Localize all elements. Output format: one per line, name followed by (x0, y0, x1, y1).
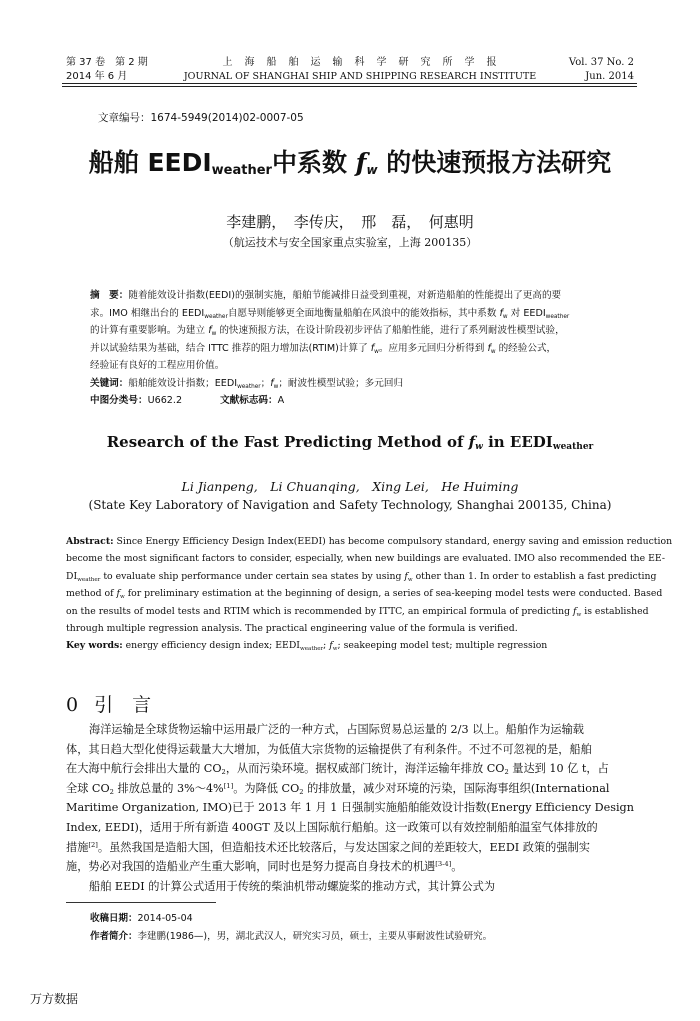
abstract-cn: 摘 要：随着能效设计指数(EEDI)的强制实施，船舶节能减排日益受到重视，对新造船舶的性能提出了更高的要 求。IMO 相继出台的 $EEDI_{weather}$自愿导则能够更全面地衡量船舶在风浪中的能效指标，其中系数 $f_w$ 对 $EEDI_{weather}$ 的计算有重要影响。为建立 $f_w$ 的快速预报方法，在设计阶段初步评估了船舶性能，进行了系列耐波性模型试验， 并以试验结果为基础，结合 ITTC 推荐的阻力增加法(RTIM)计算了 $f_w$。应用多元回归分析得到 $f_w$ 的经验公式， 经验证有良好的工程应用价值。 关键词：船舶能效设计指数；$EEDI_{weather}$；$f_w$；耐波性模型试验；多元回归 中图分类号：U662.2 文献标志码：A (90, 290, 570, 406)
body-text: 海洋运输是全球货物运输中运用最广泛的一种方式，占国际贸易总运量的 2/3 以上。船舶作为运输载 体，其日趋大型化使得运载量大大增加，为低值大宗货物的运输提供了有利条件。不过不可忽视的是，船舶 在大海中航行会排出大量的 $CO_2$，从而污染环境。据权威部门统计，海洋运输年排放 $CO_2$ 量达到 10 亿 t，占 全球 $CO_2$ 排放总量的 3%～4%[1]。为降低 $CO_2$ 的排放量，减少对环境的污染，国际海事组织(International Maritime Organization, IMO)已于 2013 年 1 月 1 日强制实施船舶能效设计指数(Energy Efficiency Design Index, EEDI)，适用于所有新造 400GT 及以上国际航行船舶。这一政策可以有效控制船舶温室气体排放的 措施[2]。虽然我国是造船大国，但造船技术还比较落后，与发达国家之间的差距较大，EEDI 政策的强制实 施，势必对我国的造船业产生重大影响，同时也是努力提高自身技术的机遇[3-4]。 船舶 EEDI 的计算公式适用于传统的柴油机带动螺旋桨的推动方式，其计算公式为 (66, 723, 634, 893)
affiliation-en: (State Key Laboratory of Navigation and Safety Technology, Shanghai 200135, China) (88, 498, 612, 512)
date-en: Jun. 2014 (585, 71, 634, 82)
journal-title-cn: 上 海 船 舶 运 输 科 学 研 究 所 学 报 (222, 57, 498, 68)
journal-title-en: JOURNAL OF SHANGHAI SHIP AND SHIPPING RESEARCH INSTITUTE (183, 71, 537, 82)
footnotes: 收稿日期：2014-05-04 作者简介：李建鹏(1986—)，男，湖北武汉人，研究实习员，硕士，主要从事耐波性试验研究。 (90, 913, 493, 942)
abstract-en: Abstract: Since Energy Efficiency Design Index(EEDI) has become compulsory standard, energy saving and emission reduction become the most significant factors to consider, especially, when new buildings are evaluated. IMO also recommended the EE- $DI_{weather}$ to evaluate ship performance under certain sea states by using $f_w$ other than 1. In order to establish a fast predicting method of $f_w$ for preliminary estimation at the beginning of design, a series of sea-keeping model tests were conducted. Based on the results of model tests and RTIM which is recommended by ITTC, an empirical formula of predicting $f_w$ is established through multiple regression analysis. The practical engineering value of the formula is verified. Key words: energy efficiency design index; $EEDI_{weather}$; $f_w$; seakeeping model test; multiple regression (66, 536, 673, 653)
header-rule (62, 83, 637, 84)
title-en: Research of the Fast Predicting Method of $f_w$ in $EEDI_{weather}$ (106, 433, 594, 452)
article-number: 文章编号：1674-5949(2014)02-0007-05 (98, 112, 304, 124)
title-cn: 船舶 $EEDI_{weather}$中系数 $f_w$ 的快速预报方法研究 (88, 148, 612, 178)
footnote-rule (66, 902, 216, 903)
volume-issue-cn: 第 37 卷 第 2 期 (66, 57, 148, 68)
authors-cn: 李建鹏， 李传庆， 邢 磊， 何惠明 (226, 213, 474, 231)
section-heading: 0 引 言 (66, 694, 152, 716)
authors-en: Li Jianpeng, Li Chuanqing, Xing Lei, He Huiming (181, 479, 519, 494)
date-cn: 2014 年 6 月 (66, 71, 128, 82)
affiliation-cn: （航运技术与安全国家重点实验室，上海 200135） (222, 236, 478, 249)
volume-issue-en: Vol. 37 No. 2 (568, 57, 634, 68)
watermark: 万方数据 (30, 992, 79, 1006)
header-rule (62, 86, 637, 87)
